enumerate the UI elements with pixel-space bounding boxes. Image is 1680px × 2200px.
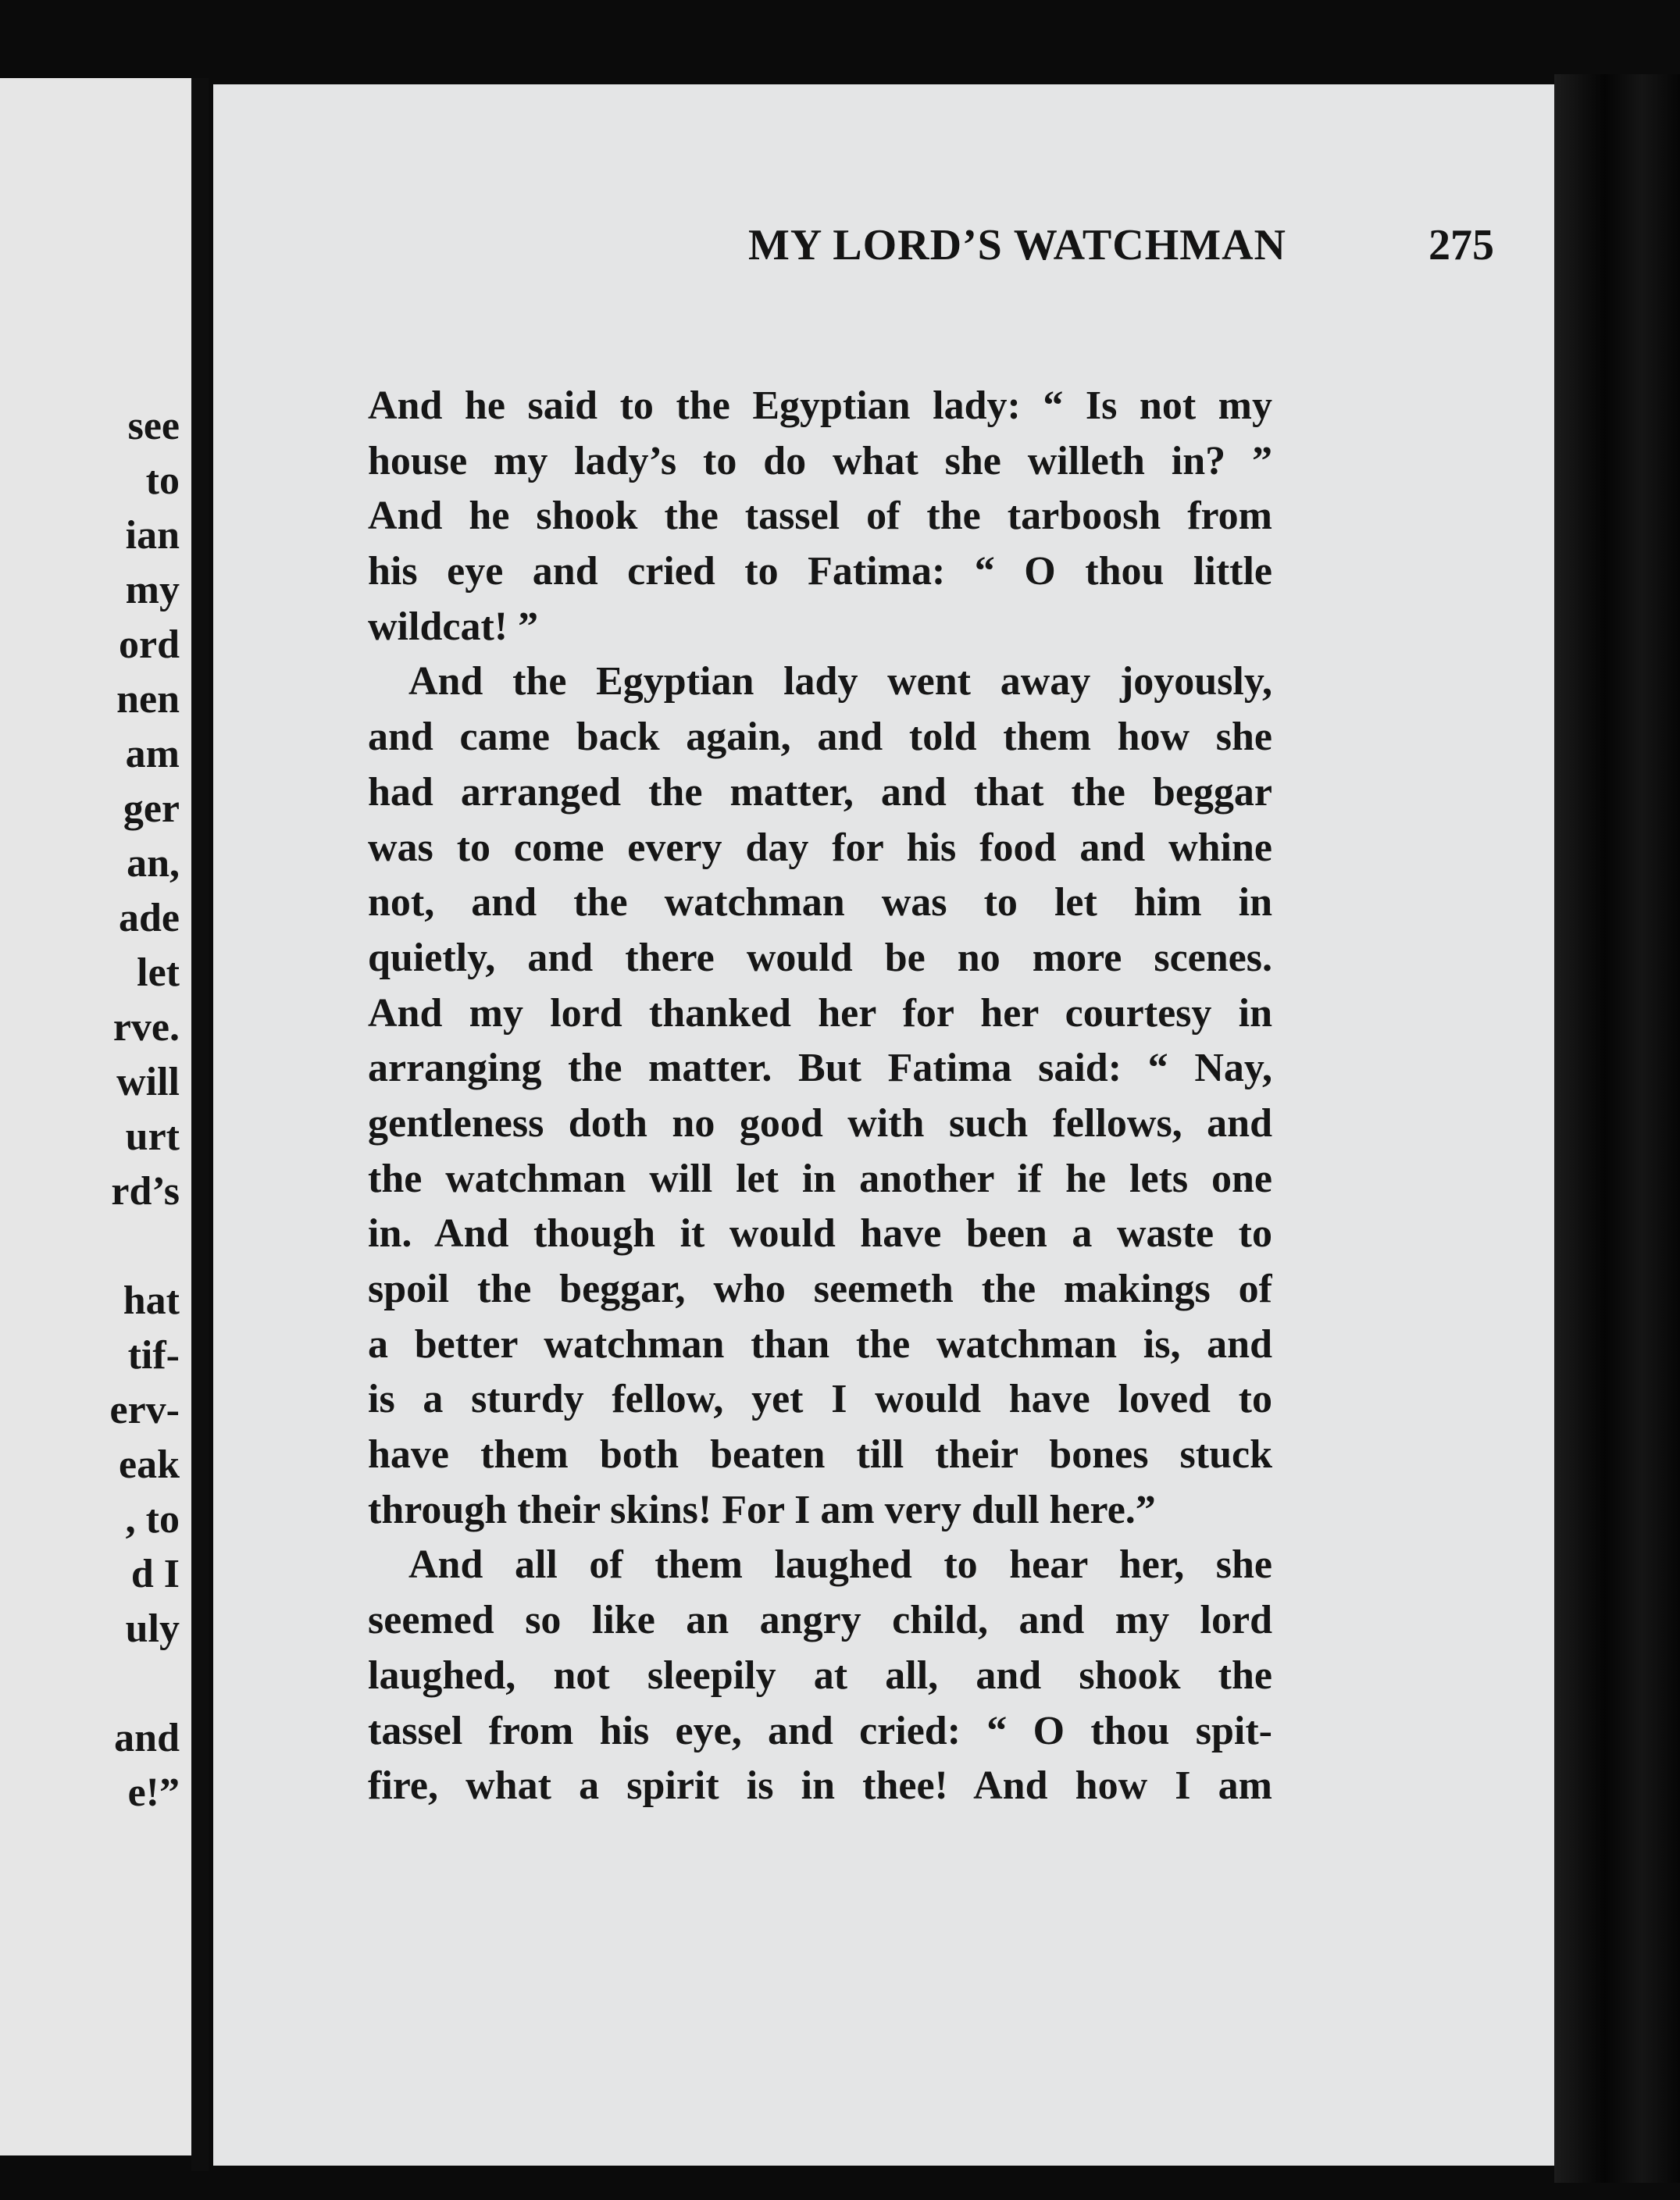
text-line: And he said to the Egyptian lady: “ Is not my <box>368 383 1272 428</box>
text-line: have them both beaten till their bones stuck <box>368 1432 1272 1478</box>
previous-page-line: erv- <box>109 1388 180 1432</box>
text-line: had arranged the matter, and that the beggar <box>368 769 1272 815</box>
previous-page-line: ord <box>119 622 180 667</box>
previous-page-line: ian <box>125 513 180 558</box>
text-line: laughed, not sleepily at all, and shook the <box>368 1653 1272 1698</box>
previous-page-line: tif- <box>127 1333 180 1378</box>
text-line: and came back again, and told them how she <box>368 715 1272 760</box>
previous-page-line: let <box>137 950 180 995</box>
previous-page-line: will <box>116 1060 180 1104</box>
text-line: tassel from his eye, and cried: “ O thou spit- <box>368 1708 1272 1753</box>
previous-page-line: and <box>114 1716 180 1760</box>
text-line: wildcat! ” <box>368 604 539 649</box>
text-line: seemed so like an angry child, and my lord <box>368 1598 1272 1643</box>
previous-page-line: , to <box>125 1497 180 1542</box>
text-line: through their skins! For I am very dull here.” <box>368 1487 1156 1532</box>
text-line: house my lady’s to do what she willeth in? ” <box>368 438 1272 483</box>
text-line: And the Egyptian lady went away joyously, <box>408 659 1272 704</box>
text-line: a better watchman than the watchman is, and <box>368 1321 1272 1367</box>
previous-page-line: an, <box>127 841 180 886</box>
previous-page-line: urt <box>125 1114 180 1159</box>
text-line: is a sturdy fellow, yet I would have loved to <box>368 1377 1272 1422</box>
text-line: And all of them laughed to hear her, she <box>408 1542 1272 1588</box>
previous-page-text <box>0 0 186 2200</box>
previous-page-line: e!” <box>127 1770 180 1815</box>
text-line: gentleness doth no good with such fellows, and <box>368 1100 1272 1146</box>
text-line: spoil the beggar, who seemeth the makings of <box>368 1267 1272 1311</box>
previous-page-line: d I <box>130 1552 180 1596</box>
previous-page-line: see <box>127 404 180 448</box>
previous-page-line: nen <box>116 677 180 722</box>
page-stack-edge <box>1554 74 1680 2183</box>
previous-page-line: rve. <box>112 1005 180 1050</box>
previous-page-line: am <box>125 732 180 776</box>
text-line: his eye and cried to Fatima: “ O thou little <box>368 549 1272 594</box>
text-line: the watchman will let in another if he lets one <box>368 1156 1272 1201</box>
text-line: And my lord thanked her for her courtesy in <box>368 990 1272 1036</box>
running-header <box>369 220 1494 291</box>
book-gutter <box>191 78 209 2171</box>
body-text <box>368 379 1272 1814</box>
previous-page-line: ade <box>119 896 180 940</box>
text-line: in. And though it would have been a waste to <box>368 1211 1272 1257</box>
previous-page-line: to <box>145 458 180 503</box>
text-line: And he shook the tassel of the tarboosh from <box>368 494 1272 539</box>
text-line: arranging the matter. But Fatima said: “ Nay, <box>368 1046 1272 1091</box>
previous-page-line: hat <box>123 1278 180 1323</box>
text-line: fire, what a spirit is in thee! And how I am <box>368 1763 1272 1809</box>
previous-page-line: uly <box>125 1606 180 1651</box>
text-line: was to come every day for his food and whine <box>368 825 1272 870</box>
text-line: not, and the watchman was to let him in <box>368 880 1272 925</box>
running-title: MY LORD’S WATCHMAN <box>748 221 1286 269</box>
previous-page-line: eak <box>119 1442 180 1487</box>
previous-page-line: rd’s <box>111 1169 180 1214</box>
previous-page-line: my <box>125 568 180 612</box>
page-number: 275 <box>1429 221 1494 269</box>
text-line: quietly, and there would be no more scenes. <box>368 935 1272 980</box>
previous-page-line: ger <box>123 786 180 831</box>
